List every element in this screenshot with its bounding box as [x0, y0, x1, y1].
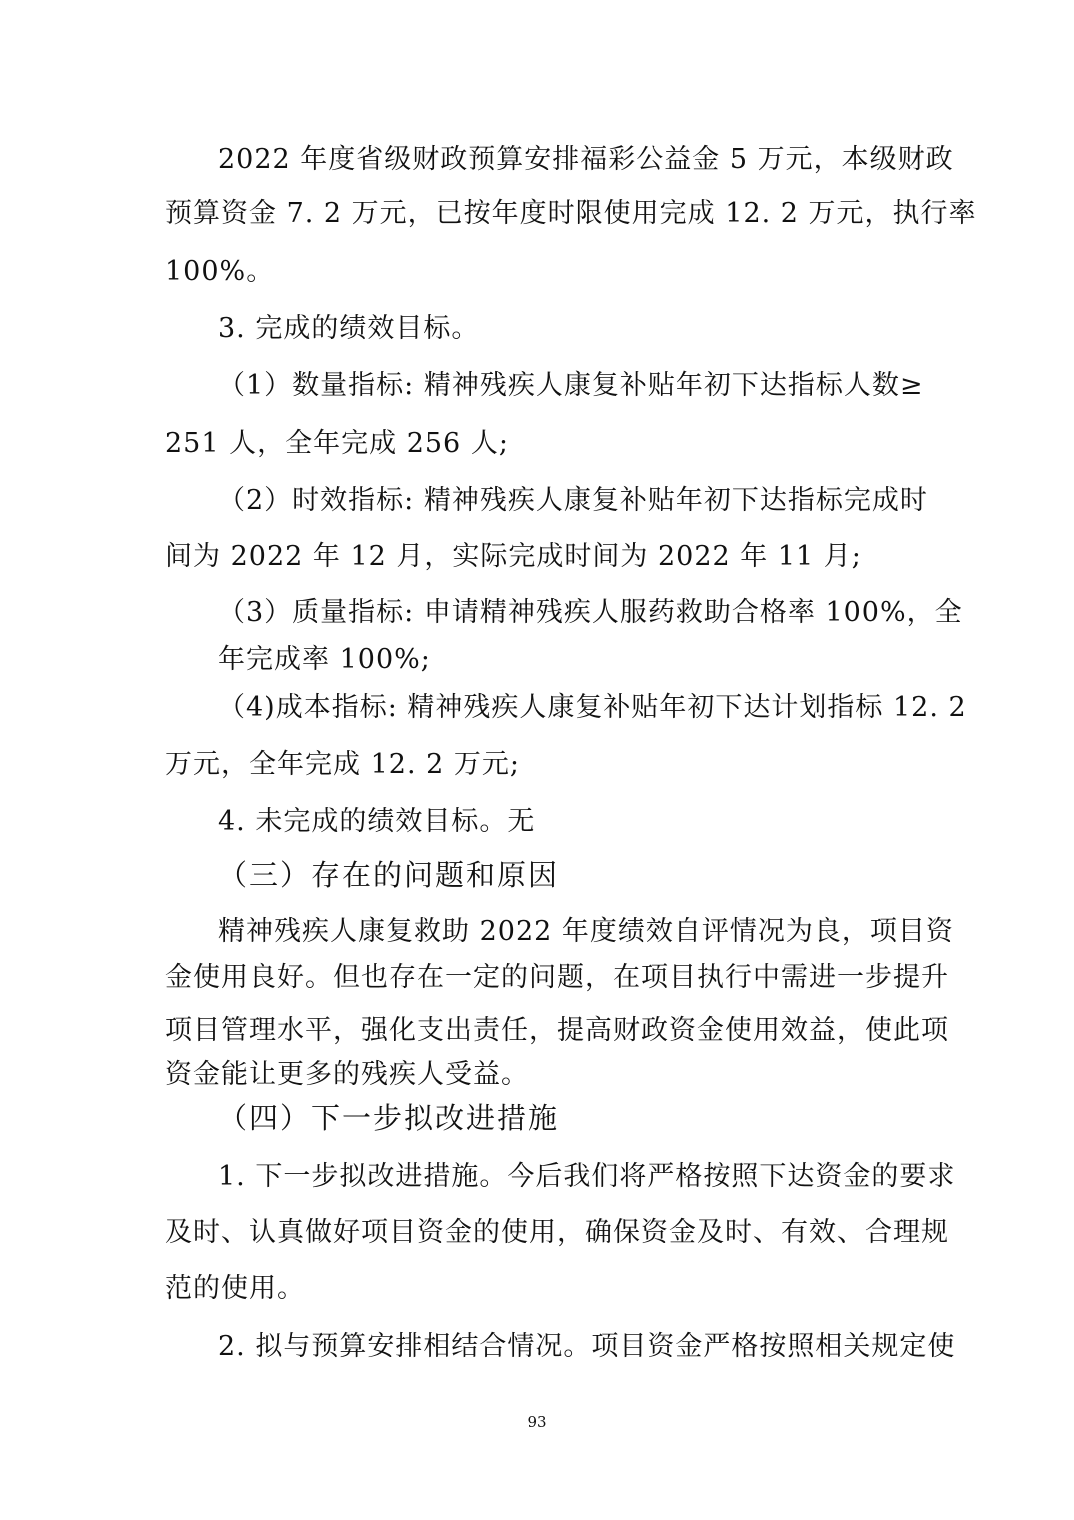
- body-text-line: 范的使用。: [165, 1273, 305, 1304]
- body-text-line: 金使用良好。但也存在一定的问题，在项目执行中需进一步提升: [165, 962, 949, 993]
- body-text-line: 精神残疾人康复救助 2022 年度绩效自评情况为良，项目资: [218, 916, 954, 947]
- body-text-line: 资金能让更多的残疾人受益。: [165, 1059, 529, 1090]
- section-heading: （四）下一步拟改进措施: [218, 1101, 560, 1135]
- body-text-line: 间为 2022 年 12 月，实际完成时间为 2022 年 11 月;: [165, 541, 862, 572]
- body-text-line: 2022 年度省级财政预算安排福彩公益金 5 万元，本级财政: [218, 144, 954, 175]
- section-item-heading: 3. 完成的绩效目标。: [218, 313, 480, 344]
- body-text-line: （3）质量指标: 申请精神残疾人服药救助合格率 100%，全: [218, 597, 963, 628]
- section-item-heading: 1. 下一步拟改进措施。今后我们将严格按照下达资金的要求: [218, 1161, 956, 1192]
- body-text-line: （1）数量指标: 精神残疾人康复补贴年初下达指标人数≥: [218, 370, 924, 401]
- body-text-line: 251 人，全年完成 256 人;: [165, 428, 509, 459]
- body-text-line: 预算资金 7. 2 万元，已按年度时限使用完成 12. 2 万元，执行率: [165, 198, 977, 229]
- section-item-heading: 4. 未完成的绩效目标。无: [218, 806, 536, 837]
- body-text-line: 100%。: [165, 256, 275, 287]
- body-text-line: （4)成本指标: 精神残疾人康复补贴年初下达计划指标 12. 2: [218, 692, 967, 723]
- page-number: 93: [527, 1413, 547, 1431]
- section-heading: （三）存在的问题和原因: [218, 858, 560, 892]
- body-text-line: 及时、认真做好项目资金的使用，确保资金及时、有效、合理规: [165, 1217, 949, 1248]
- body-text-line: 年完成率 100%;: [218, 644, 431, 675]
- body-text-line: （2）时效指标: 精神残疾人康复补贴年初下达指标完成时: [218, 485, 928, 516]
- body-text-line: 万元，全年完成 12. 2 万元;: [165, 749, 520, 780]
- body-text-line: 项目管理水平，强化支出责任，提高财政资金使用效益，使此项: [165, 1015, 949, 1046]
- section-item-heading: 2. 拟与预算安排相结合情况。项目资金严格按照相关规定使: [218, 1331, 956, 1362]
